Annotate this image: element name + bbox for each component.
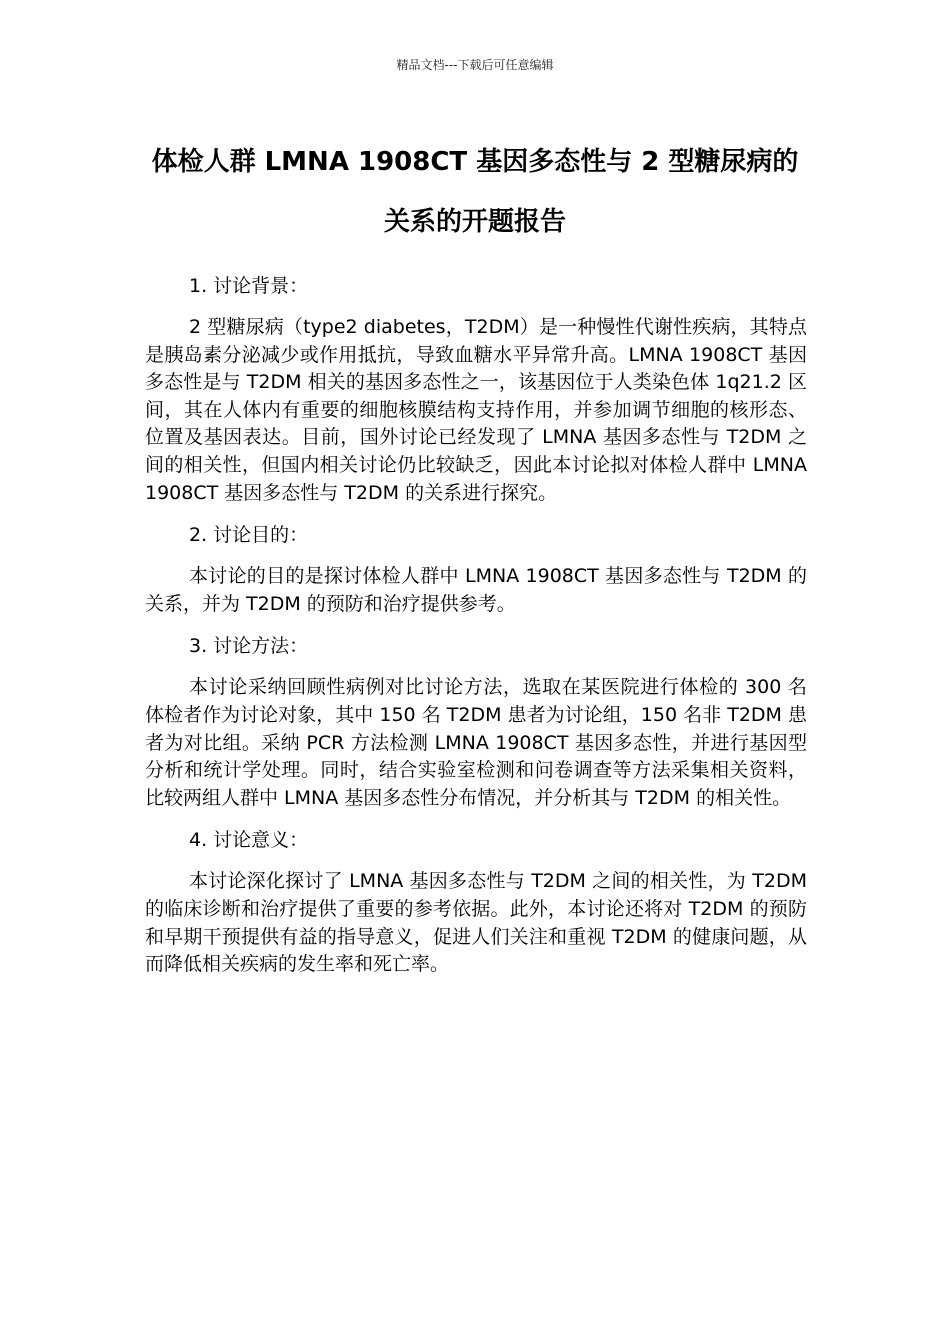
section-heading: 3. 讨论方法： [189, 635, 309, 658]
section-paragraph: 本讨论的目的是探讨体检人群中 LMNA 1908CT 基因多态性与 T2DM 的关系，并为 T2DM 的预防和治疗提供参考。 [145, 565, 807, 615]
section-paragraph: 2 型糖尿病（type2 diabetes，T2DM）是一种慢性代谢性疾病，其特点是胰岛素分泌减少或作用抵抗，导致血糖水平异常升高。LMNA 1908CT 基因多态性是与 T2DM 相关的基因多态性之一，该基因位于人类染色体 1q21.2 区间，其在人体内有重要的细胞核膜结构支持作用，并参加调节细胞的核形态、位置及基因表达。目前，国外讨论已经发现了 LMNA 基因多态性与 T2DM 之间的相关性，但国内相关讨论仍比较缺乏，因此本讨论拟对体检人群中 LMNA 1908CT 基因多态性与 T2DM 的关系进行探究。 [145, 316, 807, 504]
section-paragraph: 本讨论采纳回顾性病例对比讨论方法，选取在某医院进行体检的 300 名体检者作为讨论对象，其中 150 名 T2DM 患者为讨论组，150 名非 T2DM 患者为对比组。采纳 PCR 方法检测 LMNA 1908CT 基因多态性，并进行基因型分析和统计学处理。同时，结合实验室检测和问卷调查等方法采集相关资料，比较两组人群中 LMNA 基因多态性分布情况，并分析其与 T2DM 的相关性。 [145, 676, 807, 809]
header-note: 精品文档---下载后可任意编辑 [396, 58, 554, 72]
section-significance [145, 826, 807, 978]
section-purpose [145, 521, 807, 618]
document-body [145, 272, 807, 993]
document-title: 体检人群 LMNA 1908CT 基因多态性与 2 型糖尿病的关系的开题报告 [151, 147, 799, 237]
section-heading: 1. 讨论背景： [189, 275, 309, 297]
section-paragraph: 本讨论深化探讨了 LMNA 基因多态性与 T2DM 之间的相关性，为 T2DM 的临床诊断和治疗提供了重要的参考依据。此外，本讨论还将对 T2DM 的预防和早期干预提供有益的指导意义，促进人们关注和重视 T2DM 的健康问题，从而降低相关疾病的发生率和死亡率。 [145, 870, 807, 976]
section-heading: 4. 讨论意义： [189, 829, 309, 852]
section-background [145, 272, 807, 507]
section-methods [145, 632, 807, 812]
section-heading: 2. 讨论目的： [189, 524, 309, 547]
